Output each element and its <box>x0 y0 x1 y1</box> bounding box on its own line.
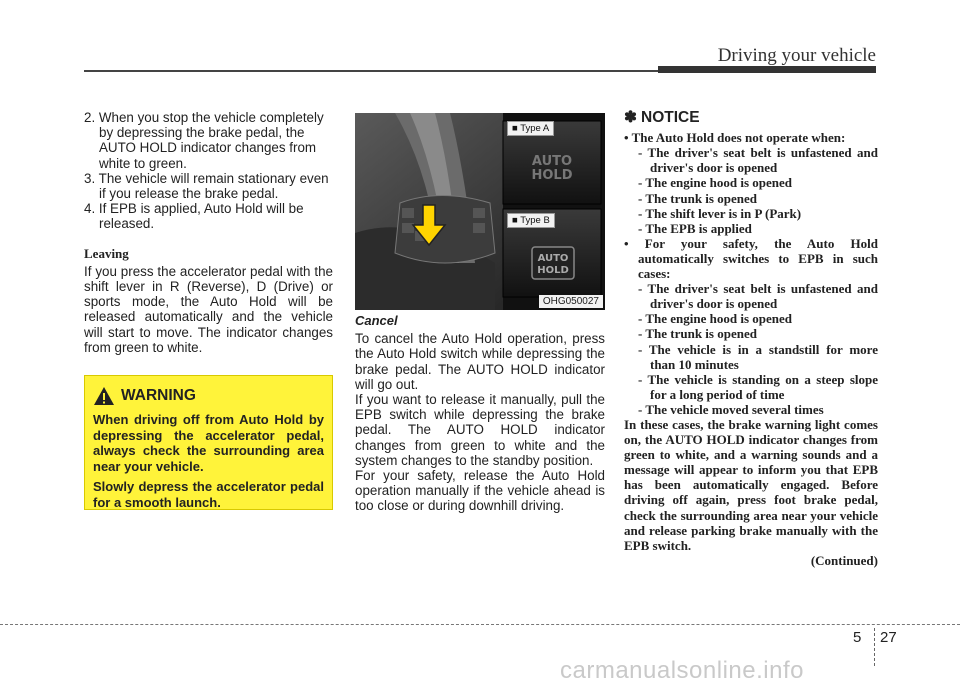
leaving-paragraph: If you press the accelerator pedal with the shift lever in R (Reverse), D (Drive) or sports mode, the Auto Hold will be released automatically and the vehicle will start to move. The indicator changes from green to white. <box>84 263 333 355</box>
page-number: 27 <box>880 629 897 646</box>
footer-rule <box>0 624 960 625</box>
svg-text:HOLD: HOLD <box>537 265 569 276</box>
notice-item: - The vehicle moved several times <box>638 401 824 417</box>
cancel-paragraph-1: To cancel the Auto Hold operation, press the Auto Hold switch while depressing the brake pedal. The AUTO HOLD indicator will go out. <box>355 331 605 392</box>
warning-paragraph-2: Slowly depress the accelerator pedal for a smooth launch. <box>93 479 324 510</box>
section-title: Driving your vehicle <box>717 45 876 66</box>
notice-item: - The shift lever is in P (Park) <box>638 205 802 221</box>
auto-hold-button-b: AUTO <box>537 253 569 264</box>
notice-body <box>624 130 878 568</box>
cancel-paragraph-3: For your safety, release the Auto Hold operation manually if the vehicle ahead is too close or during downhill driving. <box>355 468 605 514</box>
step-3: 3. The vehicle will remain stationary even if you release the brake pedal. <box>84 170 329 202</box>
warning-triangle-icon <box>93 386 115 406</box>
warning-box <box>84 375 333 510</box>
column-left <box>84 110 333 355</box>
section-number: 5 <box>853 629 862 646</box>
notice-item: - The trunk is opened <box>638 190 757 206</box>
notice-title: NOTICE <box>641 109 700 126</box>
auto-hold-button-a: AUTO <box>531 154 573 169</box>
svg-text:HOLD: HOLD <box>531 168 573 183</box>
notice-item: - The vehicle is in a standstill for more than 10 minutes <box>638 341 878 372</box>
notice-item: - The driver's seat belt is unfastened and driver's door is opened <box>638 281 878 312</box>
header-rule <box>84 70 658 72</box>
console-illustration <box>355 113 605 310</box>
notice-item: - The EPB is applied <box>638 220 752 236</box>
type-b-label: ■ Type B <box>507 213 555 228</box>
notice-bullet-2: • For your safety, the Auto Hold automatically switches to EPB in such cases: <box>624 235 878 282</box>
notice-item: - The vehicle is standing on a steep slope for a long period of time <box>638 371 878 402</box>
notice-heading <box>624 110 878 125</box>
cancel-heading: Cancel <box>355 313 398 328</box>
type-a-label: ■ Type A <box>507 121 554 136</box>
image-code: OHG050027 <box>539 295 603 308</box>
header-rule-accent <box>658 66 876 73</box>
console-photo <box>355 113 605 310</box>
warning-title: WARNING <box>121 387 196 404</box>
watermark: carmanualsonline.info <box>560 657 804 684</box>
notice-bullet-1: • The Auto Hold does not operate when: <box>624 130 846 146</box>
page-divider <box>874 628 876 666</box>
step-2: 2. When you stop the vehicle completely by depressing the brake pedal, the AUTO HOLD indicator changes from white to green. <box>84 110 324 171</box>
notice-item: - The engine hood is opened <box>638 175 792 191</box>
leaving-heading: Leaving <box>84 245 129 261</box>
notice-closing: In these cases, the brake warning light comes on, the AUTO HOLD indicator changes from green to white, and a warning sounds and a message will appear to inform you that EPB has been automatically engaged. Before driving off again, press foot brake pedal, check the surrounding area near your vehicle and release parking brake manually with the EPB switch. <box>624 416 878 553</box>
notice-section <box>624 110 878 568</box>
step-4: 4. If EPB is applied, Auto Hold will be released. <box>84 201 304 232</box>
notice-item: - The driver's seat belt is unfastened and driver's door is opened <box>638 145 878 176</box>
column-middle <box>355 313 605 514</box>
cancel-paragraph-2: If you want to release it manually, pull the EPB switch while depressing the brake pedal. The AUTO HOLD indicator changes from green to white and the system changes to the standby position. <box>355 392 605 468</box>
warning-header <box>93 386 324 406</box>
notice-item: - The engine hood is opened <box>638 311 792 327</box>
warning-paragraph-1: When driving off from Auto Hold by depressing the accelerator pedal, always check the surrounding area near your vehicle. <box>93 412 324 474</box>
continued-label: (Continued) <box>810 552 878 568</box>
notice-star-icon: ✽ <box>624 109 637 126</box>
notice-item: - The trunk is opened <box>638 326 757 342</box>
